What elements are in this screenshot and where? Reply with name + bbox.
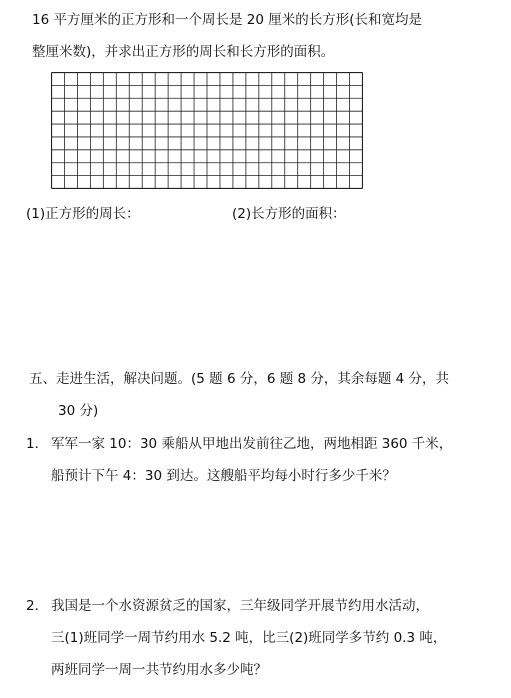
question2-line2: 三(1)班同学一周节约用水 5.2 吨，比三(2)班同学多节约 0.3 吨， — [51, 630, 447, 646]
square-perimeter-label: (1)正方形的周长： — [26, 206, 140, 222]
square-grid-lines — [51, 72, 363, 189]
question1-line1: 军军一家 10：30 乘船从甲地出发前往乙地，两地相距 360 千米， — [51, 436, 453, 452]
question1-line2: 船预计下午 4：30 到达。这艘船平均每小时行多少千米？ — [51, 468, 396, 484]
square-grid — [51, 72, 363, 189]
problem-intro-line2: 整厘米数)，并求出正方形的周长和长方形的面积。 — [32, 44, 335, 60]
question2-line1: 我国是一个水资源贫乏的国家，三年级同学开展节约用水活动， — [51, 598, 429, 614]
problem-intro-line1: 16 平方厘米的正方形和一个周长是 20 厘米的长方形(长和宽均是 — [32, 12, 422, 28]
section5-heading-line2: 30 分) — [58, 403, 99, 419]
question1-number: 1． — [26, 436, 49, 452]
question2-line3: 两班同学一周一共节约用水多少吨？ — [51, 662, 267, 678]
section5-heading-line1: 五、走进生活，解决问题。(5 题 6 分，6 题 8 分，其余每题 4 分，共 — [29, 371, 450, 387]
rect-area-label: (2)长方形的面积： — [232, 206, 346, 222]
question2-number: 2． — [26, 598, 49, 614]
